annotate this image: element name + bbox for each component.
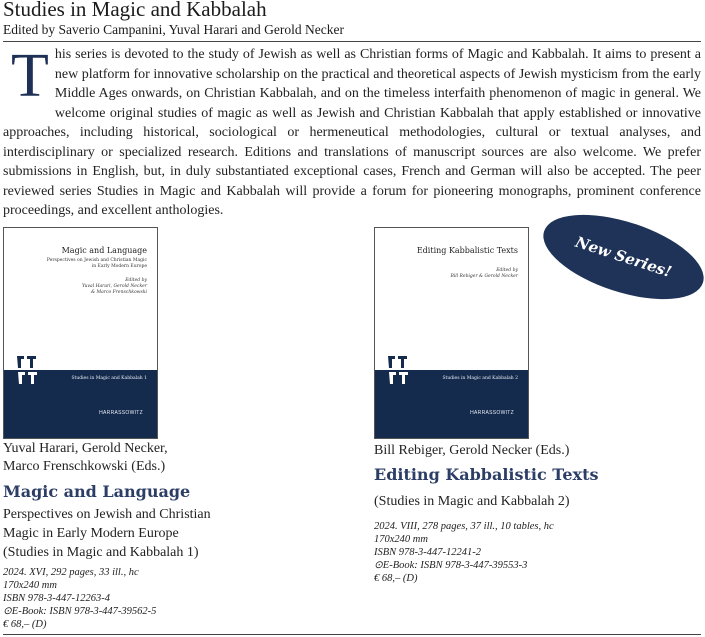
new-series-badge-text: New Series! bbox=[573, 232, 674, 282]
book-2-subtitle: (Studies in Magic and Kabbalah 2) bbox=[374, 494, 570, 509]
book-2-details: 2024. VIII, 278 pages, 37 ill., 10 tables, hc bbox=[374, 521, 554, 532]
book-1-price: € 68,– (D) bbox=[3, 619, 47, 630]
top-divider bbox=[3, 41, 701, 42]
series-description-text: his series is devoted to the study of Jewish as well as Christian forms of Magic and Kabbalah. It aims to present a new platform for innovative scholarship on the practical and theoretical aspects of Jewish mysticism from the early Middle Ages onwards, on Christian Kabbalah, and on the timeless interfaith phenomenon of magic in general. We welcome original studies of magic as well as Jewish and Christian Kabbalah that apply established or innovative approaches, including historical, sociological or hermeneutical methodologies, cultural or textual analyses, and interdisciplinary or specialized research. Editions and translations of manuscript sources are also welcome. We prefer submissions in English, but, in duly substantiated exceptional cases, French and German will also be accepted. The peer reviewed series Studies in Magic and Kabbalah will provide a forum for pioneering monographs, prominent conference proceedings, and excellent anthologies. bbox=[3, 47, 701, 218]
book-1-details: 2024. XVI, 292 pages, 33 ill., hc bbox=[3, 567, 139, 578]
book-2-isbn: ISBN 978-3-447-12241-2 bbox=[374, 547, 482, 558]
book-1-subtitle: Perspectives on Jewish and Christian Magic in Early Modern Europe (Studies in Magic and Kabbalah 1) bbox=[3, 507, 211, 560]
book-1-ebook: ⊙E-Book: ISBN 978-3-447-39562-5 bbox=[3, 606, 157, 617]
book-cover-magic-and-language[interactable] bbox=[3, 227, 158, 439]
book-1-isbn: ISBN 978-3-447-12263-4 bbox=[3, 593, 111, 604]
cover-series-label: Studies in Magic and Kabbalah 1 bbox=[71, 376, 147, 381]
series-description bbox=[3, 42, 701, 221]
cover-editors: Edited by Bill Rebiger & Gerold Necker bbox=[450, 268, 518, 279]
book-2-meta bbox=[374, 520, 554, 585]
book-1-format: 170x240 mm bbox=[3, 580, 57, 591]
cover-subtitle: Perspectives on Jewish and Christian Magic in Early Modern Europe bbox=[46, 258, 147, 269]
book-2-price: € 68,– (D) bbox=[374, 573, 418, 584]
book-cover-editing-kabbalistic-texts[interactable] bbox=[374, 227, 529, 439]
book-2-ebook: ⊙E-Book: ISBN 978-3-447-39553-3 bbox=[374, 560, 528, 571]
cover-editors: Edited by Yuval Harari, Gerold Necker & Marco Frenschkowski bbox=[82, 278, 147, 295]
cover-title: Editing Kabbalistic Texts bbox=[416, 246, 518, 255]
book-2-format: 170x240 mm bbox=[374, 534, 428, 545]
cover-series-label: Studies in Magic and Kabbalah 2 bbox=[442, 376, 518, 381]
page-title: Studies in Magic and Kabbalah bbox=[3, 0, 267, 21]
series-editors: Edited by Saverio Campanini, Yuval Harari and Gerold Necker bbox=[3, 22, 345, 37]
cover-publisher: HARRASSOWITZ bbox=[470, 410, 514, 416]
book-1-title[interactable]: Magic and Language bbox=[3, 482, 191, 501]
book-1-meta bbox=[3, 566, 156, 631]
cover-title: Magic and Language bbox=[61, 246, 147, 255]
drop-cap: T bbox=[11, 42, 49, 110]
book-1-authors: Yuval Harari, Gerold Necker, Marco Frenschkowski (Eds.) bbox=[3, 441, 168, 474]
series-logo-icon bbox=[385, 354, 411, 384]
series-logo-icon bbox=[14, 354, 40, 384]
cover-publisher: HARRASSOWITZ bbox=[99, 410, 143, 416]
book-2-title[interactable]: Editing Kabbalistic Texts bbox=[374, 465, 599, 484]
bottom-divider bbox=[3, 634, 701, 635]
book-2-authors: Bill Rebiger, Gerold Necker (Eds.) bbox=[374, 443, 570, 458]
